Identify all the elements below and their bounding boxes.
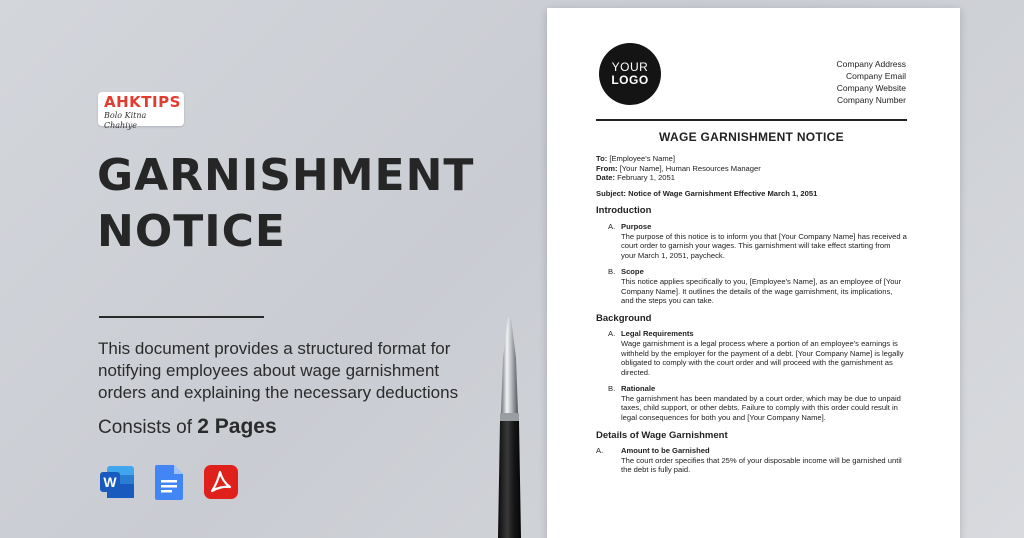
date-line: Date: February 1, 2051 — [596, 173, 675, 183]
hero-description: This document provides a structured format for notifying employees about wage garnishment orders and explaining the necessary deductions — [98, 339, 459, 402]
brand-logo — [98, 92, 184, 130]
company-info — [837, 58, 906, 106]
section-heading: Introduction — [596, 205, 652, 217]
section-heading: Background — [596, 312, 652, 324]
document-title: WAGE GARNISHMENT NOTICE — [659, 130, 844, 144]
hero-title-line1: GARNISHMENT — [97, 150, 475, 201]
brand-name-part2: TIPS — [141, 93, 181, 111]
list-item: A. Purpose The purpose of this notice is to inform you that [Your Company Name] has received a court order to garnish your wages. This garnishment will take effect starting from your March 1, 2051, paycheck. — [608, 221, 907, 260]
list-item: B. Rationale The garnishment has been mandated by a court order, which may be due to unpaid taxes, child support, or other debts. Failure to comply with this order could result in legal consequences for both you and [Your Company Name]. — [608, 384, 901, 423]
hero-title — [97, 148, 497, 260]
company-address: Company Address — [836, 59, 906, 69]
document-page — [547, 8, 960, 538]
page-count-value: 2 Pages — [197, 415, 277, 438]
list-item: B. Scope This notice applies specifically to you, [Employee's Name], as an employee of [Your Company Name]. It outlines the details of the wage garnishment, its implications, and the steps you can take. — [608, 267, 902, 306]
company-website: Company Website — [836, 83, 906, 93]
brand-tagline: Bolo Kitna Chahiye — [104, 111, 147, 130]
company-number: Company Number — [837, 95, 906, 105]
page-count — [98, 415, 277, 439]
header-rule — [596, 119, 907, 121]
hero-title-line2: NOTICE — [97, 206, 286, 257]
pdf-icon — [202, 463, 240, 501]
format-icons — [98, 463, 240, 501]
brand-name-part1: AHK — [104, 93, 142, 111]
company-email: Company Email — [846, 71, 906, 81]
word-icon — [98, 463, 136, 501]
from-line: From: [Your Name], Human Resources Manager — [596, 163, 761, 173]
to-line: To: [Employee's Name] — [596, 154, 675, 163]
logo-line1: YOUR — [611, 60, 649, 74]
company-logo-placeholder — [599, 43, 661, 105]
divider — [99, 316, 264, 318]
list-item: A. Legal Requirements Wage garnishment is a legal process where a portion of an employee's earnings is withheld by the employer for the payment of a debt. [Your Company Name] is legally obligated to comply with the court order and will proceed with the garnishment as directed. — [608, 329, 904, 377]
section-heading: Details of Wage Garnishment — [596, 429, 728, 441]
google-docs-icon — [150, 463, 188, 501]
logo-line2: LOGO — [611, 73, 649, 87]
subject-line: Subject: Notice of Wage Garnishment Effective March 1, 2051 — [596, 188, 818, 198]
document-body — [596, 154, 907, 482]
pen-image — [490, 318, 530, 538]
page-count-prefix: Consists of — [98, 417, 192, 438]
svg-text:W: W — [103, 474, 117, 490]
list-item: A. Amount to be Garnished The court order specifies that 25% of your disposable income will be garnished until the debt is fully paid. — [596, 446, 902, 475]
